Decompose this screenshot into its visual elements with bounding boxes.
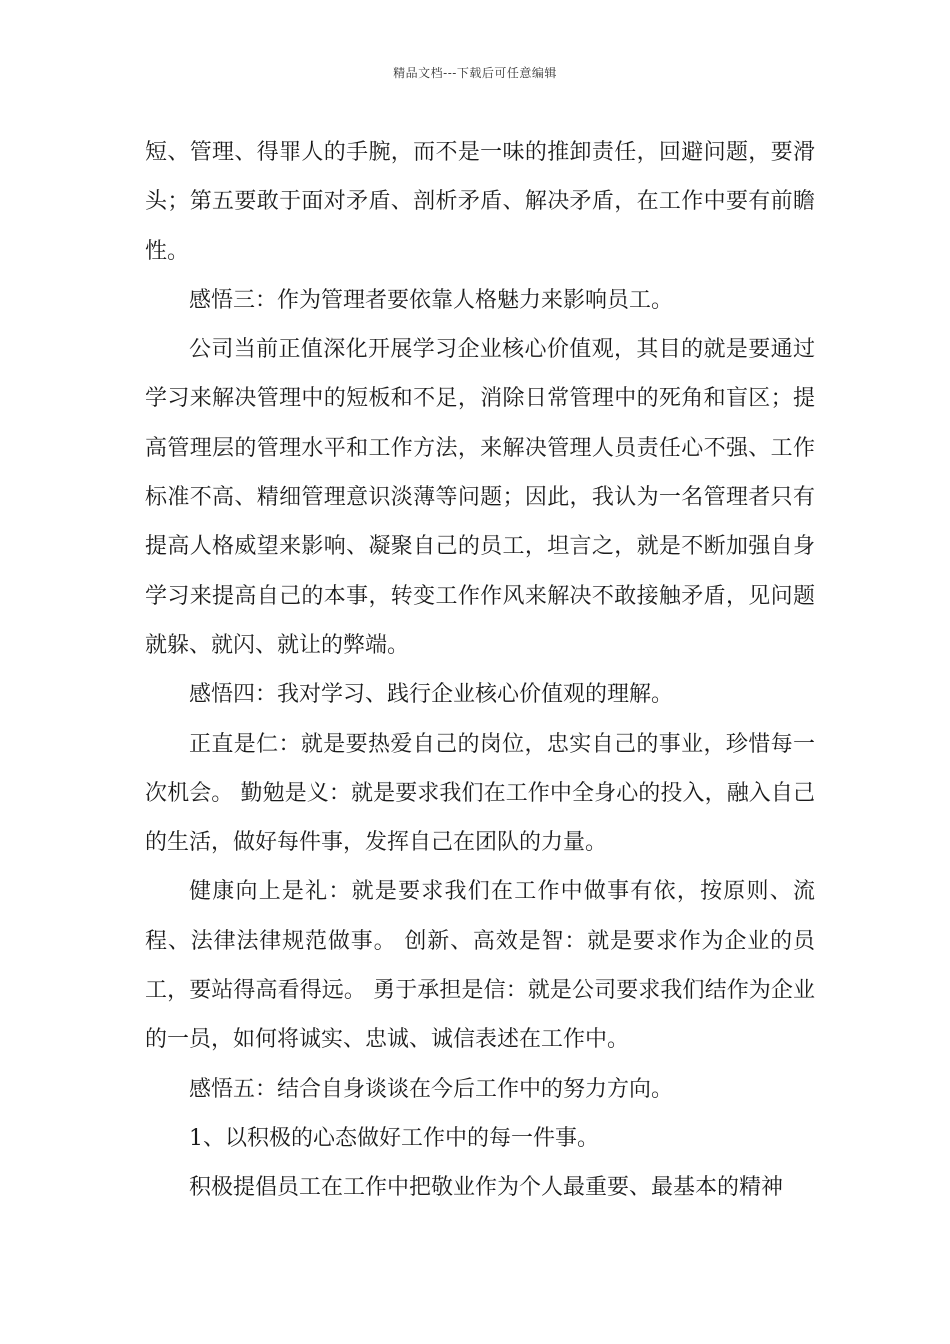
paragraph-8: 1、以积极的心态做好工作中的每一件事。 [189, 1125, 599, 1151]
paragraph-7: 感悟五：结合自身谈谈在今后工作中的努力方向。 [189, 1076, 674, 1102]
paragraph-4: 感悟四：我对学习、践行企业核心价值观的理解。 [189, 682, 674, 708]
paragraph-2: 感悟三：作为管理者要依靠人格魅力来影响员工。 [189, 287, 674, 313]
paragraph-3: 公司当前正值深化开展学习企业核心价值观，其目的就是要通过学习来解决管理中的短板和不足，消除日常管理中的死角和盲区；提高管理层的管理水平和工作方法，来解决管理人员责任心不强、工作标准不高、精细管理意识淡薄等问题；因此，我认为一名管理者只有提高人格威望来影响、凝聚自己的员工，坦言之，就是不断加强自身学习来提高自己的本事，转变工作作风来解决不敢接触矛盾，见问题就躲、就闪、就让的弊端。 [145, 337, 815, 658]
paragraph-5: 正直是仁：就是要热爱自己的岗位，忠实自己的事业，珍惜每一次机会。 勤勉是义：就是要求我们在工作中全身心的投入，融入自己的生活，做好每件事，发挥自己在团队的力量。 [145, 731, 815, 856]
paragraph-9: 积极提倡员工在工作中把敬业作为个人最重要、最基本的精神 [189, 1175, 784, 1201]
paragraph-6: 健康向上是礼：就是要求我们在工作中做事有依，按原则、流程、法律法律规范做事。 创新、高效是智：就是要求作为企业的员工，要站得高看得远。 勇于承担是信：就是公司要求我们结作为企业的一员，如何将诚实、忠诚、诚信表述在工作中。 [145, 879, 815, 1053]
page-header: 精品文档---下载后可任意编辑 [393, 66, 557, 80]
document-body [145, 128, 815, 1213]
paragraph-1: 短、管理、得罪人的手腕，而不是一味的推卸责任，回避问题，要滑头；第五要敢于面对矛盾、剖析矛盾、解决矛盾，在工作中要有前瞻性。 [145, 140, 815, 264]
